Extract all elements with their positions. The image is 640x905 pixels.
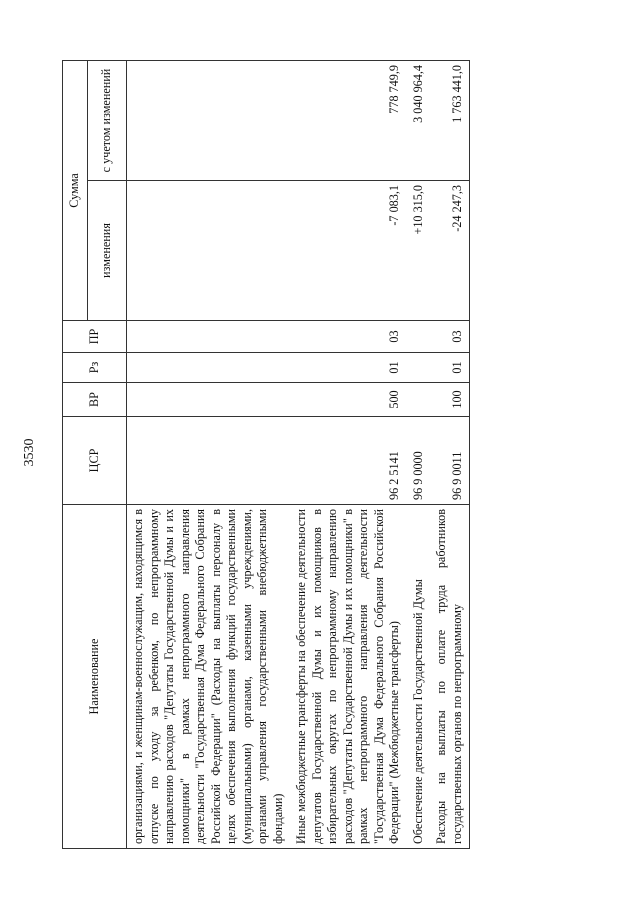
row-change: -24 247,3 <box>430 181 470 321</box>
row-name: Обеспечение деятельности Государственной Думы <box>407 505 431 849</box>
table-row <box>407 60 431 848</box>
header-csr: ЦСР <box>63 417 127 505</box>
row-name: Расходы на выплаты по оплате труда работников государственных органов по непрограммному <box>430 505 470 849</box>
row-change: +10 315,0 <box>407 181 431 321</box>
header-name: Наименование <box>63 505 127 849</box>
table-row <box>290 60 407 848</box>
page-number: 3530 <box>22 438 37 467</box>
row-rz: 01 <box>290 353 407 383</box>
row-rz: 01 <box>430 353 470 383</box>
row-rz <box>127 353 291 383</box>
row-csr <box>127 417 291 505</box>
header-with-changes: с учетом изменений <box>88 60 127 180</box>
row-csr: 96 9 0000 <box>407 417 431 505</box>
header-vr: ВР <box>63 383 127 417</box>
row-change <box>127 181 291 321</box>
row-vr: 100 <box>430 383 470 417</box>
row-total: 778 749,9 <box>290 60 407 180</box>
row-vr <box>127 383 291 417</box>
table-row <box>430 60 470 848</box>
row-pr <box>127 321 291 353</box>
header-change: изменения <box>88 181 127 321</box>
row-pr: 03 <box>290 321 407 353</box>
row-pr <box>407 321 431 353</box>
row-total: 3 040 964,4 <box>407 60 431 180</box>
header-pr: ПР <box>63 321 127 353</box>
row-name: организациями, и женщинам-военнослужащим, находящимся в отпуске по уходу за ребенком, по непрограммному направлению расходов "Депутаты Государственной Думы и их помощники" в рамках непрограммного направления деятельности "Государственная Дума Федерального Собрания Российской Федерации" (Расходы на выплаты персоналу в целях обеспечения выполнения функций государственными (муниципальными) органами, казенными учреждениями, органами управления государственными внебюджетными фондами) <box>127 505 291 849</box>
table-row <box>127 60 291 848</box>
row-total: 1 763 441,0 <box>430 60 470 180</box>
row-pr: 03 <box>430 321 470 353</box>
row-vr: 500 <box>290 383 407 417</box>
row-name: Иные межбюджетные трансферты на обеспечение деятельности депутатов Государственной Думы и их помощников в избирательных округах по непрограммному направлению расходов "Депутаты Государственной Думы и их помощники" в рамках непрограммного направления деятельности "Государственная Дума Федерального Собрания Российской Федерации" (Межбюджетные трансферты) <box>290 505 407 849</box>
row-csr: 96 9 0011 <box>430 417 470 505</box>
row-vr <box>407 383 431 417</box>
row-rz <box>407 353 431 383</box>
header-rz: Рз <box>63 353 127 383</box>
row-csr: 96 2 5141 <box>290 417 407 505</box>
row-change: -7 083,1 <box>290 181 407 321</box>
budget-table <box>62 60 470 849</box>
header-sum: Сумма <box>63 60 88 320</box>
row-total <box>127 60 291 180</box>
